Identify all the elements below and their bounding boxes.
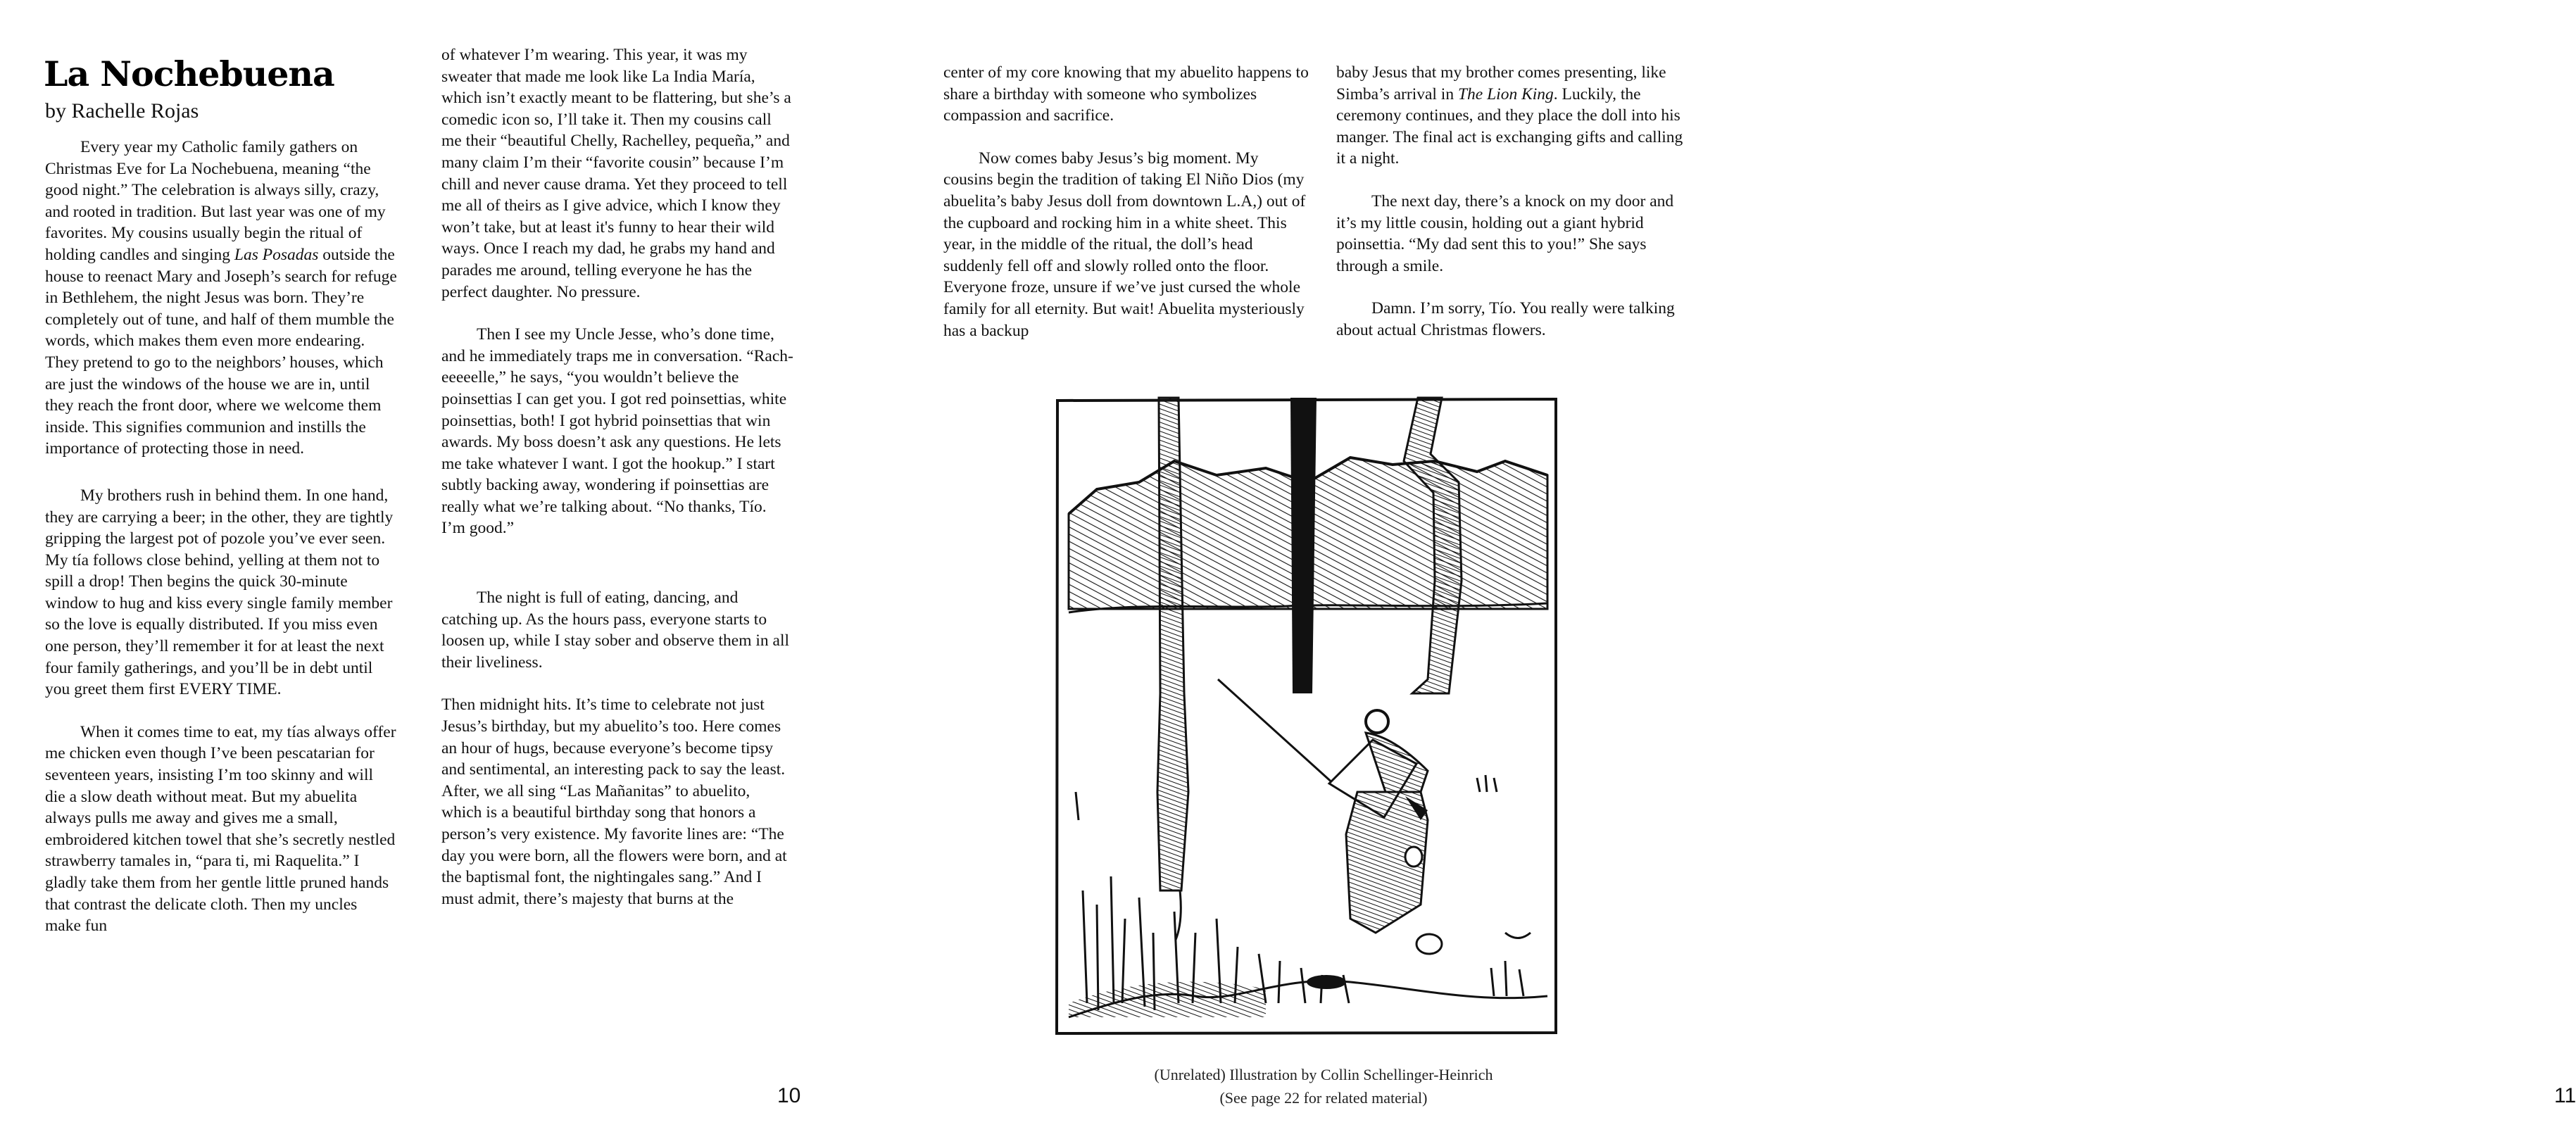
text-column-2 — [441, 44, 793, 910]
paragraph: The night is full of eating, dancing, and catching up. As the hours pass, everyone starts to loosen up, while I stay sober and observe them in all their liveliness. — [441, 589, 790, 672]
paragraph: Every year my Catholic family gathers on Christmas Eve for La Nochebuena, meaning “the good night.” The celebration is always silly, crazy, and rooted in tradition. But last year was one of my favorites. My cousins usually begin the ritual of holding candles and singing Las Posadas outside the house to reenact Mary and Joseph’s search for refuge in Bethlehem, the night Jesus was born. They’re completely out of tune, and half of them mumble the words, which makes them even more endearing. They pretend to go to the neighbors’ houses, which are just the windows of the house we are in, until they reach the front door, where we welcome them inside. This signifies communion and instills the importance of protecting those in need. — [45, 138, 397, 458]
caption-line-1: (Unrelated) Illustration by Collin Schellinger-Heinrich — [1154, 1066, 1493, 1083]
right-page — [880, 0, 2576, 1139]
hat-pompom — [1366, 710, 1388, 733]
ink-illustration — [1055, 398, 1558, 1035]
article-byline: by Rachelle Rojas — [45, 99, 199, 122]
page-number-left: 10 — [777, 1084, 801, 1107]
text-column-3 — [943, 62, 1309, 341]
text-column-1 — [45, 137, 397, 937]
paragraph: When it comes time to eat, my tías always offer me chicken even though I’ve been pescatarian for seventeen years, insisting I’m too skinny and will die a slow death without meat. But my abuelita always pulls me away and gives me a small, embroidered kitchen towel that she’s secretly nestled strawberry tamales in, “para ti, mi Raquelita.” I gladly take them from her gentle little pruned hands that contrast the delicate cloth. Then my uncles make fun — [45, 722, 396, 936]
italic-song-title: Las Posadas — [234, 245, 319, 264]
flag-pole — [1218, 679, 1335, 785]
paragraph: baby Jesus that my brother comes presenting, like Simba’s arrival in The Lion King. Luckily, the ceremony continues, and they place the doll into his manger. The final act is exchanging gifts and calling it a night. — [1336, 63, 1683, 168]
paragraph: My brothers rush in behind them. In one hand, they are carrying a beer; in the other, they are tightly gripping the largest pot of pozole you’ve ever seen. My tía follows close behind, yelling at them not to spill a drop! Then begins the quick 30-minute window to hug and kiss every single family member so the love is equally distributed. If you miss even one person, they’ll remember it for at least the next four family gatherings, and you’ll be in debt until you greet them first EVERY TIME. — [45, 486, 394, 699]
article-title: La Nochebuena — [44, 54, 334, 94]
paragraph: Then midnight hits. It’s time to celebrate not just Jesus’s birthday, but my abuelito’s too. Here comes an hour of hugs, because everyone’s become tipsy and sentimental, an interesting pack to say the least. After, we all sing “Las Mañanitas” to abuelito, which is a beautiful birthday song that honors a person’s very existence. My favorite lines are: “The day you were born, all the flowers were born, and at the baptismal font, the nightingales sang.” And I must admit, there’s majesty that burns at the — [441, 696, 787, 908]
paragraph: Now comes baby Jesus’s big moment. My cousins begin the tradition of taking El Niño Dios (my abuelita’s baby Jesus doll from downtown L.A,) out of the cupboard and rocking him in a white sheet. This year, in the middle of the ritual, the doll’s head suddenly fell off and slowly rolled onto the floor. Everyone froze, unsure if we’ve just cursed the whole family for all eternity. But wait! Abuelita mysteriously has a backup — [943, 149, 1306, 340]
illustration-caption — [1056, 1063, 1591, 1109]
paragraph: of whatever I’m wearing. This year, it was my sweater that made me look like La India María, which isn’t exactly meant to be flattering, but she’s a comedic icon so, I’ll take it. Then my cousins call me their “beautiful Chelly, Rachelley, pequeña,” and many claim I’m their “favorite cousin” because I’m chill and never cause drama. Yet they proceed to tell me all of theirs as I give advice, which I know they won’t take, but at least it's funny to hear their wild ways. Once I reach my dad, he grabs my hand and parades me around, telling everyone he has the perfect daughter. No pressure. — [441, 46, 791, 301]
caption-line-2: (See page 22 for related material) — [1219, 1089, 1428, 1107]
left-page — [0, 0, 880, 1139]
italic-film-title: The Lion King — [1457, 84, 1554, 103]
tree-trunk-center — [1290, 398, 1317, 693]
page-number-right: 11 — [2554, 1084, 2576, 1107]
paragraph: The next day, there’s a knock on my door and it’s my little cousin, holding out a giant hybrid poinsettia. “My dad sent this to you!” She says through a smile. — [1336, 191, 1674, 275]
paragraph: Damn. I’m sorry, Tío. You really were talking about actual Christmas flowers. — [1336, 299, 1675, 339]
text-column-4 — [1336, 62, 1695, 341]
paragraph: center of my core knowing that my abuelito happens to share a birthday with someone who symbolizes compassion and sacrifice. — [943, 63, 1309, 125]
paragraph: Then I see my Uncle Jesse, who’s done time, and he immediately traps me in conversation. “Rach-eeeeelle,” he says, “you wouldn’t believe the poinsettias I can get you. I got red poinsettias, white poinsettias, both! I got hybrid poinsettias that win awards. My boss doesn’t ask any questions. He lets me take whatever I want. I got the hookup.” I start subtly backing away, wondering if poinsettias are really what we’re talking about. “No thanks, Tío. I’m good.” — [441, 325, 793, 538]
